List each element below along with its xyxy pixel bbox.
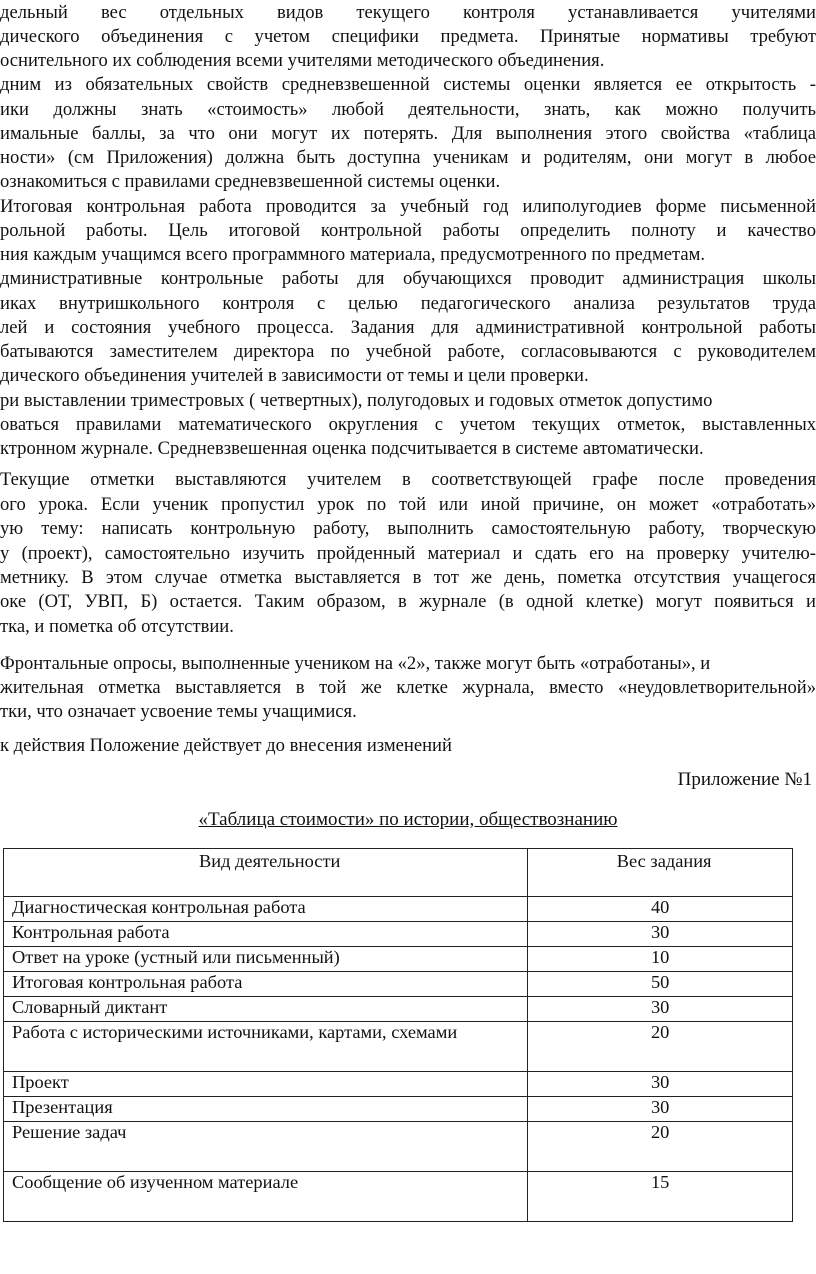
text-line: жительная отметка выставляется в той же клетке журнала, вместо «неудовлетворительной»: [0, 677, 816, 698]
text-line: дельный вес отдельных видов текущего контроля устанавливается учителями: [0, 2, 816, 23]
text-line: метнику. В этом случае отметка выставляется в тот же день, пометка отсутствия учащегося: [0, 567, 816, 588]
text-line: к действия Положение действует до внесения изменений: [0, 735, 452, 756]
text-line: имальные баллы, за что они могут их потерять. Для выполнения этого свойства «таблица: [0, 123, 816, 144]
text-line: дним из обязательных свойств средневзвешенной системы оценки является ее открытость -: [0, 74, 816, 95]
text-line: иках внутришкольного контроля с целью педагогического анализа результатов труда: [0, 293, 816, 314]
table-header-row: [4, 849, 793, 897]
text-line: лей и состояния учебного процесса. Задания для административной контрольной работы: [0, 317, 816, 338]
activity-cell: Работа с историческими источниками, картами, схемами: [4, 1022, 528, 1072]
activity-cell: Ответ на уроке (устный или письменный): [4, 947, 528, 972]
table-row: [4, 947, 793, 972]
cost-table: [3, 848, 793, 1222]
table-row: [4, 897, 793, 922]
appendix-label: Приложение №1: [677, 769, 812, 790]
activity-cell: Диагностическая контрольная работа: [4, 897, 528, 922]
table-row: [4, 922, 793, 947]
text-line: ри выставлении триместровых ( четвертных), полугодовых и годовых отметок допустимо: [0, 390, 713, 411]
table-title: «Таблица стоимости» по истории, обществознанию: [198, 809, 618, 830]
text-line: оке (ОТ, УВП, Б) остается. Таким образом, в журнале (в одной клетке) могут появиться и: [0, 591, 816, 612]
weight-cell: 30: [528, 1097, 793, 1122]
text-line: дминистративные контрольные работы для обучающихся проводит администрация школы: [0, 268, 816, 289]
text-line: ктронном журнале. Средневзвешенная оценка подсчитывается в системе автоматически.: [0, 438, 704, 459]
activity-cell: Проект: [4, 1072, 528, 1097]
text-line: у (проект), самостоятельно изучить пройденный материал и сдать его на проверку учителю-: [0, 543, 816, 564]
text-line: оснительного их соблюдения всеми учителями методического объединения.: [0, 50, 605, 71]
activity-cell: Сообщение об изученном материале: [4, 1172, 528, 1222]
text-line: ики должны знать «стоимость» любой деятельности, знать, как можно получить: [0, 99, 816, 120]
activity-cell: Контрольная работа: [4, 922, 528, 947]
activity-cell: Решение задач: [4, 1122, 528, 1172]
activity-cell: Словарный диктант: [4, 997, 528, 1022]
text-line: ого урока. Если ученик пропустил урок по той или иной причине, он может «отработать»: [0, 494, 816, 515]
weight-cell: 20: [528, 1022, 793, 1072]
text-line: ности» (см Приложения) должна быть доступна ученикам и родителям, они могут в любое: [0, 147, 816, 168]
text-line: Итоговая контрольная работа проводится за учебный год илиполугодиев форме письменной: [0, 196, 816, 217]
activity-cell: Презентация: [4, 1097, 528, 1122]
activity-cell: Итоговая контрольная работа: [4, 972, 528, 997]
text-line: батываются заместителем директора по учебной работе, согласовываются с руководителем: [0, 341, 816, 362]
weight-cell: 15: [528, 1172, 793, 1222]
text-line: Фронтальные опросы, выполненные учеником на «2», также могут быть «отработаны», и: [0, 653, 711, 674]
text-line: рольной работы. Цель итоговой контрольной работы определить полноту и качество: [0, 220, 816, 241]
table-row: [4, 972, 793, 997]
table-row: [4, 1097, 793, 1122]
weight-cell: 50: [528, 972, 793, 997]
header-activity: Вид деятельности: [4, 849, 528, 897]
weight-cell: 40: [528, 897, 793, 922]
table-row: [4, 1122, 793, 1172]
text-line: ознакомиться с правилами средневзвешенной системы оценки.: [0, 171, 501, 192]
table-row: [4, 1172, 793, 1222]
weight-cell: 30: [528, 1072, 793, 1097]
text-line: ую тему: написать контрольную работу, выполнить самостоятельную работу, творческую: [0, 518, 816, 539]
weight-cell: 30: [528, 922, 793, 947]
table-row: [4, 997, 793, 1022]
text-line: тки, что означает усвоение темы учащимися.: [0, 701, 357, 722]
weight-cell: 30: [528, 997, 793, 1022]
table-row: [4, 1072, 793, 1097]
text-line: ния каждым учащимся всего программного материала, предусмотренного по предметам.: [0, 244, 706, 265]
text-line: дического объединения учителей в зависимости от темы и цели проверки.: [0, 365, 589, 386]
header-weight: Вес задания: [528, 849, 793, 897]
text-line: тка, и пометка об отсутствии.: [0, 616, 234, 637]
text-line: оваться правилами математического округления с учетом текущих отметок, выставленных: [0, 414, 816, 435]
text-line: Текущие отметки выставляются учителем в соответствующей графе после проведения: [0, 469, 816, 490]
weight-cell: 10: [528, 947, 793, 972]
weight-cell: 20: [528, 1122, 793, 1172]
text-line: дического объединения с учетом специфики предмета. Принятые нормативы требуют: [0, 26, 816, 47]
table-row: [4, 1022, 793, 1072]
